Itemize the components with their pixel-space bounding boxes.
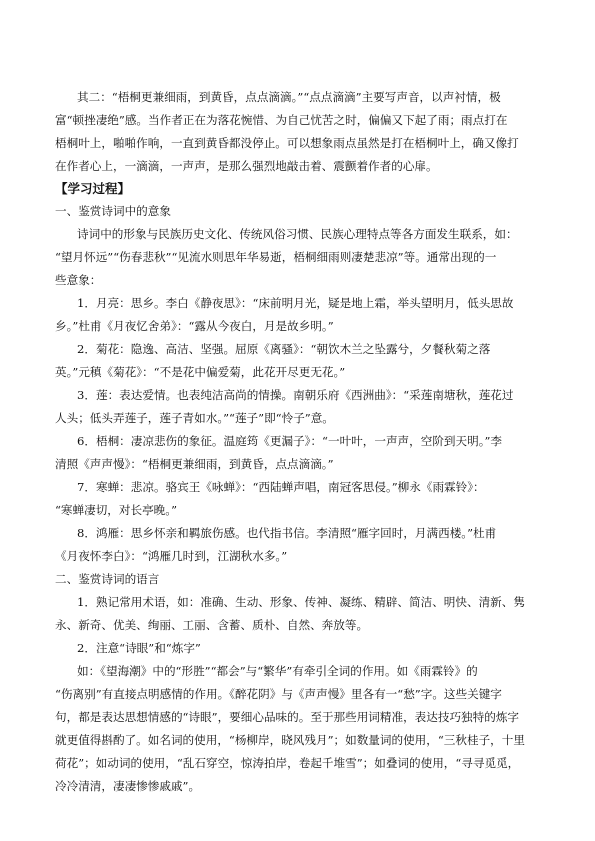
paragraph-line: 句，都是表达思想情感的“诗眼”，要细心品味的。至于那些用词精准，表达技巧独特的炼字: [55, 710, 520, 724]
list-item: 2．注意“诗眼”和“炼字”: [77, 641, 201, 655]
list-item-continued: 人头；低头弄莲子，莲子青如水。”“莲子”即“怜子”意。: [55, 411, 334, 425]
paragraph-line: 就更值得斟酌了。如名词的使用，“杨柳岸，晓风残月”；如数量词的使用，“三秋桂子，十里: [55, 733, 525, 747]
paragraph-line: 梧桐叶上，啪啪作响，一直到黄昏都没停止。可以想象雨点虽然是打在梧桐叶上，确又像打: [55, 136, 519, 150]
paragraph-line: 诗词中的形象与民族历史文化、传统风俗习惯、民族心理特点等各方面发生联系，如：: [77, 227, 518, 241]
paragraph-line: 其二：“梧桐更兼细雨，到黄昏，点点滴滴。”“点点滴滴”主要写声音，以声衬情，极: [77, 90, 501, 104]
section-heading: 一、鉴赏诗词中的意象: [55, 204, 171, 218]
paragraph-line: 冷冷清清，凄凄惨惨戚戚”。: [55, 779, 201, 793]
list-item: 8．鸿雁：思乡怀亲和羁旅伤感。也代指书信。李清照“雁字回时，月满西楼。”杜甫: [77, 526, 497, 540]
list-item: 1．月亮：思乡。李白《静夜思》：“床前明月光，疑是地上霜，举头望明月，低头思故: [77, 296, 514, 310]
list-item-continued: “寒蝉凄切，对长亭晚。”: [55, 503, 177, 517]
paragraph-line: “伤离别”有直接点明感情的作用。《醉花阴》与《声声慢》里各有一“愁”字。这些关键字: [55, 687, 502, 701]
list-item-continued: 英。”元稹《菊花》：“不是花中偏爱菊，此花开尽更无花。”: [55, 365, 346, 379]
paragraph-line: “望月怀远”“伤春悲秋”“见流水则思年华易逝，梧桐细雨则凄楚悲凉”等。通常出现的一: [55, 250, 497, 264]
list-item: 1．熟记常用术语，如：准确、生动、形象、传神、凝练、精辟、简洁、明快、清新、隽: [77, 595, 525, 609]
section-heading: 二、鉴赏诗词的语言: [55, 572, 160, 586]
list-item-continued: 永、新奇、优美、绚丽、工丽、含蓄、质朴、自然、奔放等。: [55, 618, 369, 632]
list-item: 7．寒蝉：悲凉。骆宾王《咏蝉》：“西陆蝉声唱，南冠客思侵。”柳永《雨霖铃》：: [77, 480, 485, 494]
list-item-continued: 清照《声声慢》：“梧桐更兼细雨，到黄昏，点点滴滴。”: [55, 457, 334, 471]
list-item-continued: 乡。”杜甫《月夜忆舍弟》：“露从今夜白，月是故乡明。”: [55, 319, 334, 333]
paragraph-line: 荷花”；如动词的使用，“乱石穿空，惊涛拍岸，卷起千堆雪”；如叠词的使用，“寻寻觅觅，: [55, 756, 520, 770]
list-item-continued: 《月夜怀李白》：“鸿雁几时到，江湖秋水多。”: [55, 549, 288, 563]
paragraph-line: 些意象：: [55, 273, 102, 287]
section-heading-learning-process: 【学习过程】: [55, 181, 131, 196]
paragraph-line: 富“顿挫凄绝”感。当作者正在为落花惋惜、为自己忧苦之时，偏偏又下起了雨；雨点打在: [55, 113, 508, 127]
list-item: 2．菊花：隐逸、高洁、坚强。屈原《离骚》：“朝饮木兰之坠露兮，夕餐秋菊之落: [77, 342, 491, 356]
paragraph-line: 在作者心上，一滴滴，一声声，是那么强烈地敲击着、震颤着作者的心扉。: [55, 159, 438, 173]
paragraph-line: 如：《望海潮》中的“形胜”“都会”与“繁华”有牵引全词的作用。如《雨霖铃》的: [77, 664, 478, 678]
list-item: 3．莲：表达爱情。也表纯洁高尚的情操。南朝乐府《西洲曲》：“采莲南塘秋，莲花过: [77, 388, 514, 402]
list-item: 6．梧桐：凄凉悲伤的象征。温庭筠《更漏子》：“一叶叶，一声声，空阶到天明。”李: [77, 434, 503, 448]
